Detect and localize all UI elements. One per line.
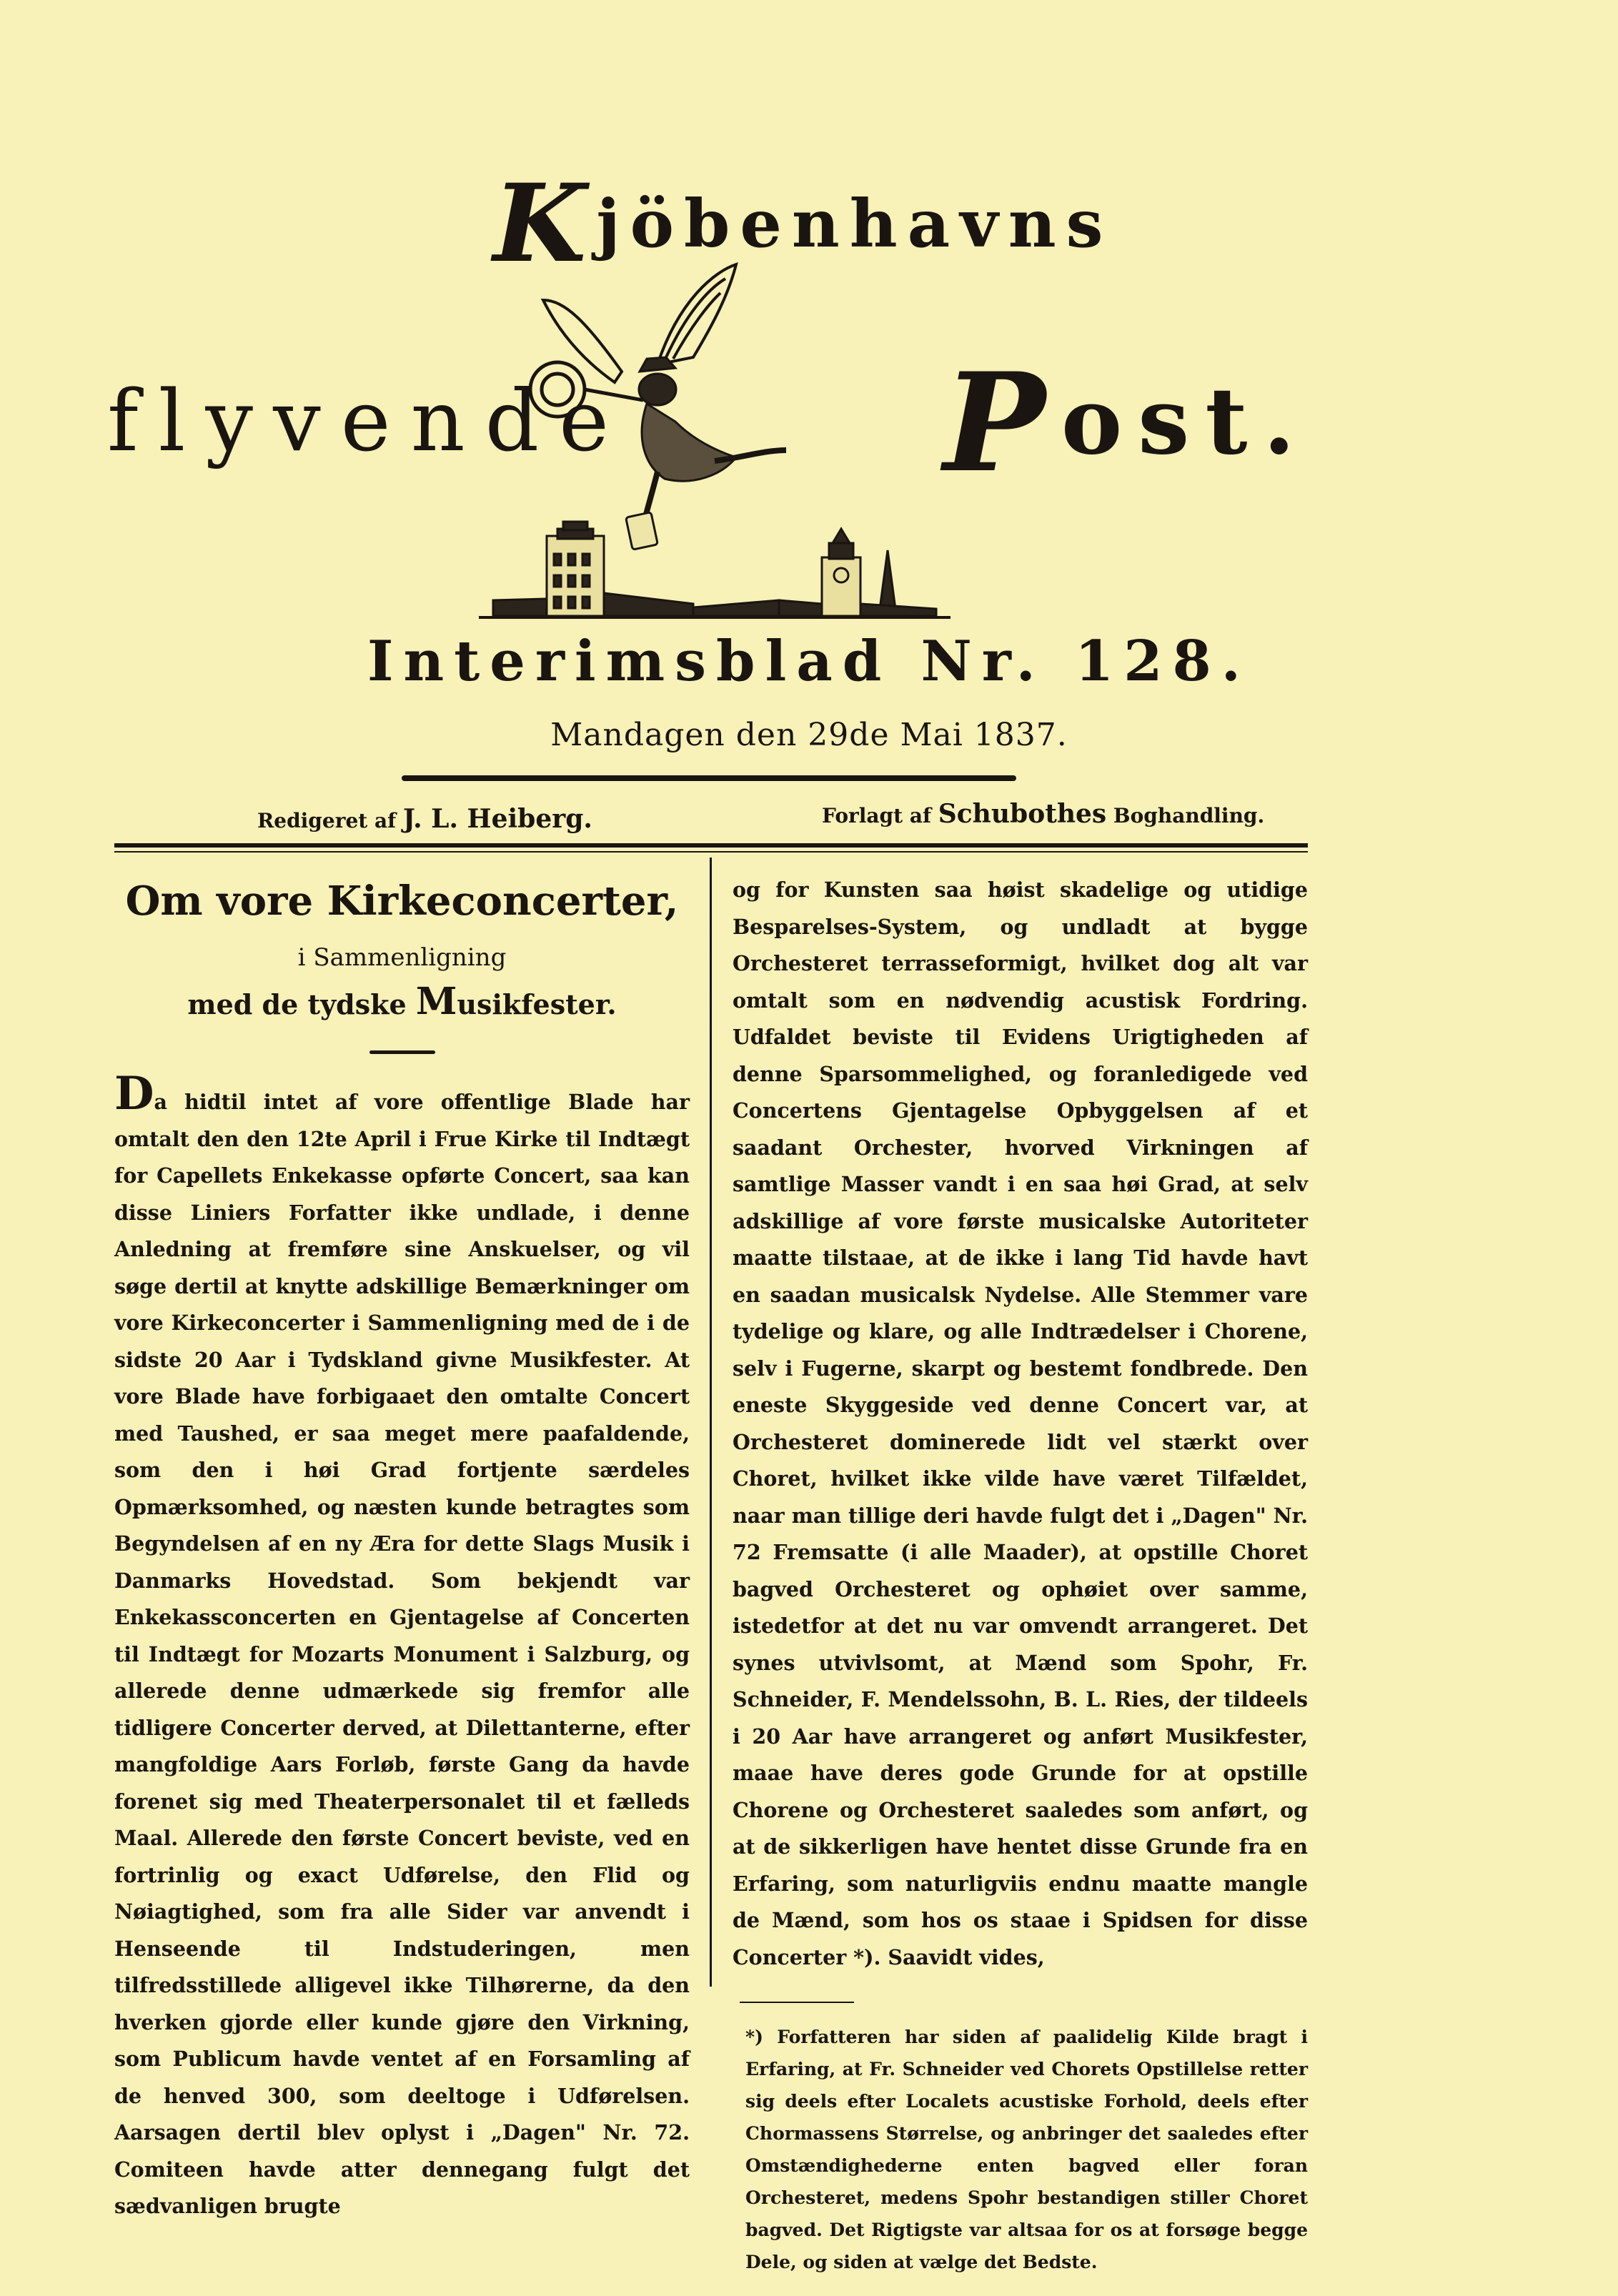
- footnote: *) Forfatteren har siden af paalidelig Kilde bragt i Erfaring, at Fr. Schneider ved Chorets Opstillelse retter sig deels efter Localets acustiske Forhold, deels efter Chormassens Størrelse, og anbringer det saaledes efter Omstændighederne enten bagved eller foran Orchesteret, medens Spohr bestandigen stiller Choret bagved. Det Rigtigste var altsaa for os at forsøge begge Dele, og siden at vælge det Bedste.: [745, 2027, 1308, 2272]
- post-horn-icon: [530, 362, 643, 417]
- editor-name: J. L. Heiberg.: [402, 804, 592, 834]
- article-subtitle-2: [114, 979, 690, 1028]
- left-column: [114, 872, 690, 2225]
- editor-credit: [257, 804, 592, 834]
- right-column: [733, 872, 1308, 2296]
- header-rule: [402, 775, 1016, 781]
- issue-date: Mandagen den 29de Mai 1837.: [550, 717, 1068, 753]
- masthead-word-flyvende: flyvende: [107, 372, 629, 470]
- article-text-left: a hidtil intet af vore offentlige Blade har omtalt den den 12te April i Frue Kirke til Indtægt for Capellets Enkekasse opførte Concert, saa kan disse Liniers Forfatter ikke undlade, i denne Anledning at fremføre sine Anskuelser, og vil søge dertil at knytte adskillige Bemærkninger om vore Kirkeconcerter i Sammenligning med de i de sidste 20 Aar i Tydskland givne Musikfester. At vore Blade have forbigaaet den omtalte Concert med Taushed, er saa meget mere paafaldende, som den i høi Grad fortjente særdeles Opmærksomhed, og næsten kunde betragtes som Begyndelsen af en ny Æra for dette Slags Musik i Danmarks Hovedstad. Som bekjendt var Enkekassconcerten en Gjentagelse af Concerten til Indtægt for Mozarts Monument i Salzburg, og allerede denne udmærkede sig fremfor alle tidligere Concerter derved, at Dilettanterne, efter mangfoldige Aars Forløb, første Gang da havde forenet sig med Theaterpersonalet til et fælleds Maal. Allerede den første Concert beviste, ved en fortrinlig og exact Udførelse, den Flid og Nøiagtighed, som fra alle Sider var anvendt i Henseende til Indstuderingen, men tilfredsstillede alligevel ikke Tilhørerne, da den hverken gjorde eller kunde gjøre den Virkning, som Publicum havde ventet af en Forsamling af de henved 300, som deeltoge i Udførelsen. Aarsagen dertil blev oplyst i „Dagen" Nr. 72. Comiteen havde atter dennegang fulgt det sædvanligen brugte: [114, 1090, 690, 2218]
- section-rule-thin: [114, 851, 1308, 853]
- column-divider: [710, 858, 712, 1987]
- publisher-suffix: Boghandling.: [1106, 804, 1265, 828]
- article-subtitle-2-prefix: med de tydske: [187, 988, 416, 1020]
- masthead-initial-k: K: [493, 161, 597, 287]
- footnote-rule: [740, 2002, 854, 2003]
- publisher-credit: [822, 799, 1264, 829]
- article-subtitle-2-rest: usikfester.: [457, 988, 617, 1020]
- article-body-left: [114, 1067, 690, 2225]
- masthead-word-post: [943, 343, 1311, 502]
- issue-title: Interimsblad Nr. 128.: [367, 629, 1251, 694]
- publisher-name: Schubothes: [938, 799, 1107, 829]
- article-body-right: og for Kunsten saa høist skadelige og utidige Besparelses-System, og undladt at bygge Orchesteret terrasseformigt, hvilket dog alt var omtalt som en nødvendig acustisk Fordring. Udfaldet beviste til Evidens Urigtigheden af denne Sparsommelighed, og foranledigede ved Concertens Gjentagelse Opbyggelsen af et saadant Orchester, hvorved Virkningen af samtlige Masser vandt i en saa høi Grad, at selv adskillige af vore første musicalske Autoriteter maatte tilstaae, at de ikke i lang Tid havde havt en saadan musicalsk Nydelse. Alle Stemmer vare tydelige og klare, og alle Indtrædelser i Chorene, selv i Fugerne, skarpt og bestemt fondbrede. Den eneste Skyggeside ved denne Concert var, at Orchesteret dominerede lidt vel stærkt over Choret, hvilket ikke vilde have været Tilfældet, naar man tillige deri havde fulgt det i „Dagen" Nr. 72 Fremsatte (i alle Maader), at opstille Choret bagved Orchesteret og ophøiet over samme, istedetfor at det nu var omvendt arrangeret. Det synes utvivlsomt, at Mænd som Spohr, Fr. Schneider, F. Mendelssohn, B. L. Ries, der tildeels i 20 Aar have arrangeret og anført Musikfester, maae have deres gode Grunde for at opstille Chorene og Orchesteret saaledes som anført, og at de sikkerligen have hentet disse Grunde fra en Erfaring, som naturligviis endnu maatte mangle de Mænd, som hos os staae i Spidsen for disse Concerter *). Saavidt vides,: [733, 878, 1308, 1969]
- article-subtitle-2-initial: M: [415, 980, 457, 1023]
- article-subtitle-1: i Sammenligning: [297, 943, 507, 972]
- editor-prefix: Redigeret af: [257, 809, 403, 833]
- town-skyline-icon: [479, 522, 951, 617]
- ornamental-rule: [369, 1050, 435, 1054]
- masthead-word-post-rest: ost.: [1061, 368, 1311, 475]
- masthead-illustration: [479, 257, 951, 629]
- masthead-initial-p: P: [943, 343, 1061, 502]
- flying-angel-icon: [626, 357, 786, 550]
- publisher-prefix: Forlagt af: [822, 804, 938, 828]
- masthead-word-kjobenhavns: jöbenhavns: [596, 185, 1113, 262]
- section-rule-thick: [114, 843, 1308, 848]
- article-title: Om vore Kirkeconcerter,: [125, 878, 679, 925]
- drop-cap: D: [114, 1067, 154, 1120]
